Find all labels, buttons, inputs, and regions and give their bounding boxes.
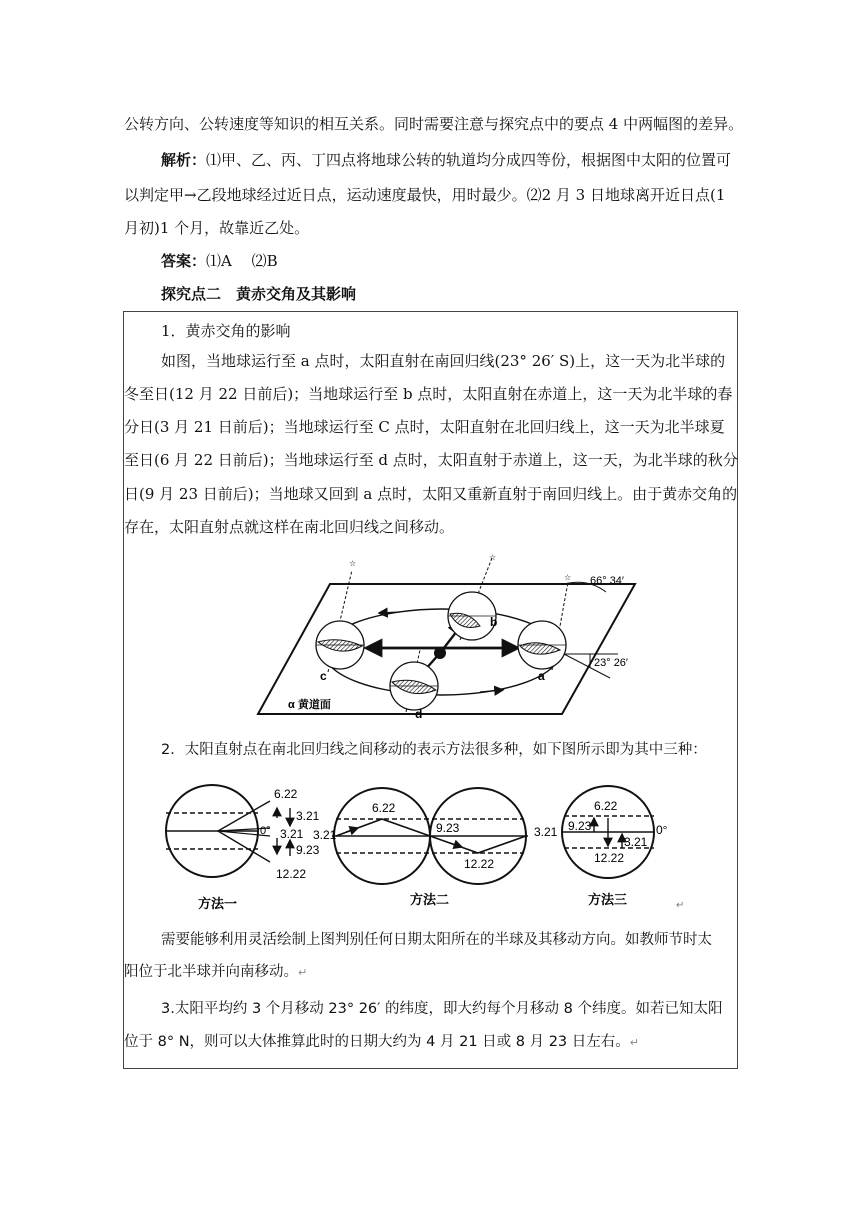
m2-caption: 方法二 — [410, 892, 450, 907]
m2-622: 6.22 — [372, 801, 396, 815]
globe-d — [390, 650, 438, 712]
p3-line-2-text: 阳位于北半球并向南移动。 — [124, 964, 298, 980]
p4-line-1: 3.太阳平均约 3 个月移动 23° 26′ 的纬度，即大约每个月移动 8 个纬度。如若已知太阳 — [161, 1001, 723, 1017]
m1-321-top: 3.21 — [296, 809, 320, 823]
label-c: c — [320, 669, 327, 683]
p1-line-2: 冬至日(12 月 22 日前后)；当地球运行至 b 点时，太阳直射在赤道上，这一天为北半球的春 — [124, 385, 733, 403]
p1-line-4: 至日(6 月 22 日前后)；当地球运行至 d 点时，太阳直射于赤道上，这一天，为北半球的秋分 — [124, 451, 738, 469]
p3-line-1: 需要能够利用灵活绘制上图判别任何日期太阳所在的半球及其移动方向。如教师节时太 — [161, 932, 712, 948]
m2-923: 9.23 — [436, 821, 460, 835]
item1-title: 1．黄赤交角的影响 — [161, 322, 291, 340]
paragraph-mark: ↵ — [676, 900, 685, 911]
svg-text:☆: ☆ — [564, 573, 572, 582]
analysis-line-1 — [161, 150, 731, 170]
orbit-diagram — [250, 550, 640, 722]
m1-zero: 0° — [260, 825, 271, 837]
m3-321-inner: 3.21 — [624, 835, 648, 849]
m1-caption: 方法一 — [198, 896, 238, 911]
p4-line-2-text: 位于 8° N，则可以大体推算此时的日期大约为 4 月 21 日或 8 月 23 日左右。 — [124, 1034, 630, 1050]
p4-line-2 — [124, 1032, 639, 1053]
m1-923: 9.23 — [296, 843, 320, 857]
answer-label: 答案： — [161, 252, 207, 270]
answer-line — [161, 251, 278, 271]
globe-c — [316, 559, 364, 672]
analysis-label: 解析： — [161, 151, 207, 169]
m3-321-left: 3.21 — [534, 825, 558, 839]
m3-923: 9.23 — [568, 819, 592, 833]
paragraph-mark: ↵ — [298, 966, 308, 979]
angle-66-label: 66° 34′ — [590, 575, 624, 587]
paragraph-mark: ↵ — [629, 1036, 639, 1049]
item2-text: 2．太阳直射点在南北回归线之间移动的表示方法很多种，如下图所示即为其中三种： — [161, 742, 707, 758]
p1-line-3: 分日(3 月 21 日前后)；当地球运行至 C 点时，太阳直射在北回归线上，这一天为北半球夏 — [124, 418, 725, 436]
m3-caption: 方法三 — [588, 892, 628, 907]
m1-321-mid: 3.21 — [280, 827, 304, 841]
answer-text: ⑴A ⑵B — [206, 252, 278, 270]
ecliptic-plane-label: α 黄道面 — [288, 699, 331, 711]
m1-622: 6.22 — [274, 787, 298, 801]
globe-b — [448, 553, 496, 640]
section-title: 探究点二 黄赤交角及其影响 — [161, 285, 357, 303]
text-line: 公转方向、公转速度等知识的相互关系。同时需要注意与探究点中的要点 4 中两幅图的差异。 — [124, 115, 744, 133]
m3-622: 6.22 — [594, 799, 618, 813]
m2-1222: 12.22 — [464, 857, 495, 871]
method-3 — [534, 786, 668, 878]
m2-321: 3.21 — [313, 828, 337, 842]
label-b: b — [490, 615, 498, 629]
label-d: d — [415, 707, 423, 721]
m3-1222: 12.22 — [594, 851, 625, 865]
svg-text:☆: ☆ — [349, 559, 357, 568]
three-methods-diagram — [160, 776, 690, 912]
p3-line-2 — [124, 962, 307, 983]
p1-line-5: 日(9 月 23 日前后)；当地球又回到 a 点时，太阳又重新直射于南回归线上。由于黄赤交角的 — [124, 485, 738, 503]
analysis-text: ⑴甲、乙、丙、丁四点将地球公转的轨道均分成四等份，根据图中太阳的位置可 — [206, 151, 732, 169]
m3-zero: 0° — [656, 823, 668, 837]
sun-icon — [434, 647, 446, 659]
method-2 — [313, 788, 528, 884]
analysis-line-2: 以判定甲→乙段地球经过近日点，运动速度最快，用时最少。⑵2 月 3 日地球离开近日点(1 — [124, 186, 726, 204]
svg-text:☆: ☆ — [489, 553, 497, 562]
angle-23-label: 23° 26′ — [594, 657, 628, 669]
p1-line-6: 存在，太阳直射点就这样在南北回归线之间移动。 — [124, 518, 455, 536]
analysis-line-3: 月初)1 个月，故靠近乙处。 — [124, 219, 310, 237]
m1-1222: 12.22 — [276, 867, 307, 881]
p1-line-1: 如图，当地球运行至 a 点时，太阳直射在南回归线(23° 26′ S)上，这一天为北半球的 — [161, 352, 726, 370]
label-a: a — [538, 669, 545, 683]
method-1 — [166, 785, 320, 881]
